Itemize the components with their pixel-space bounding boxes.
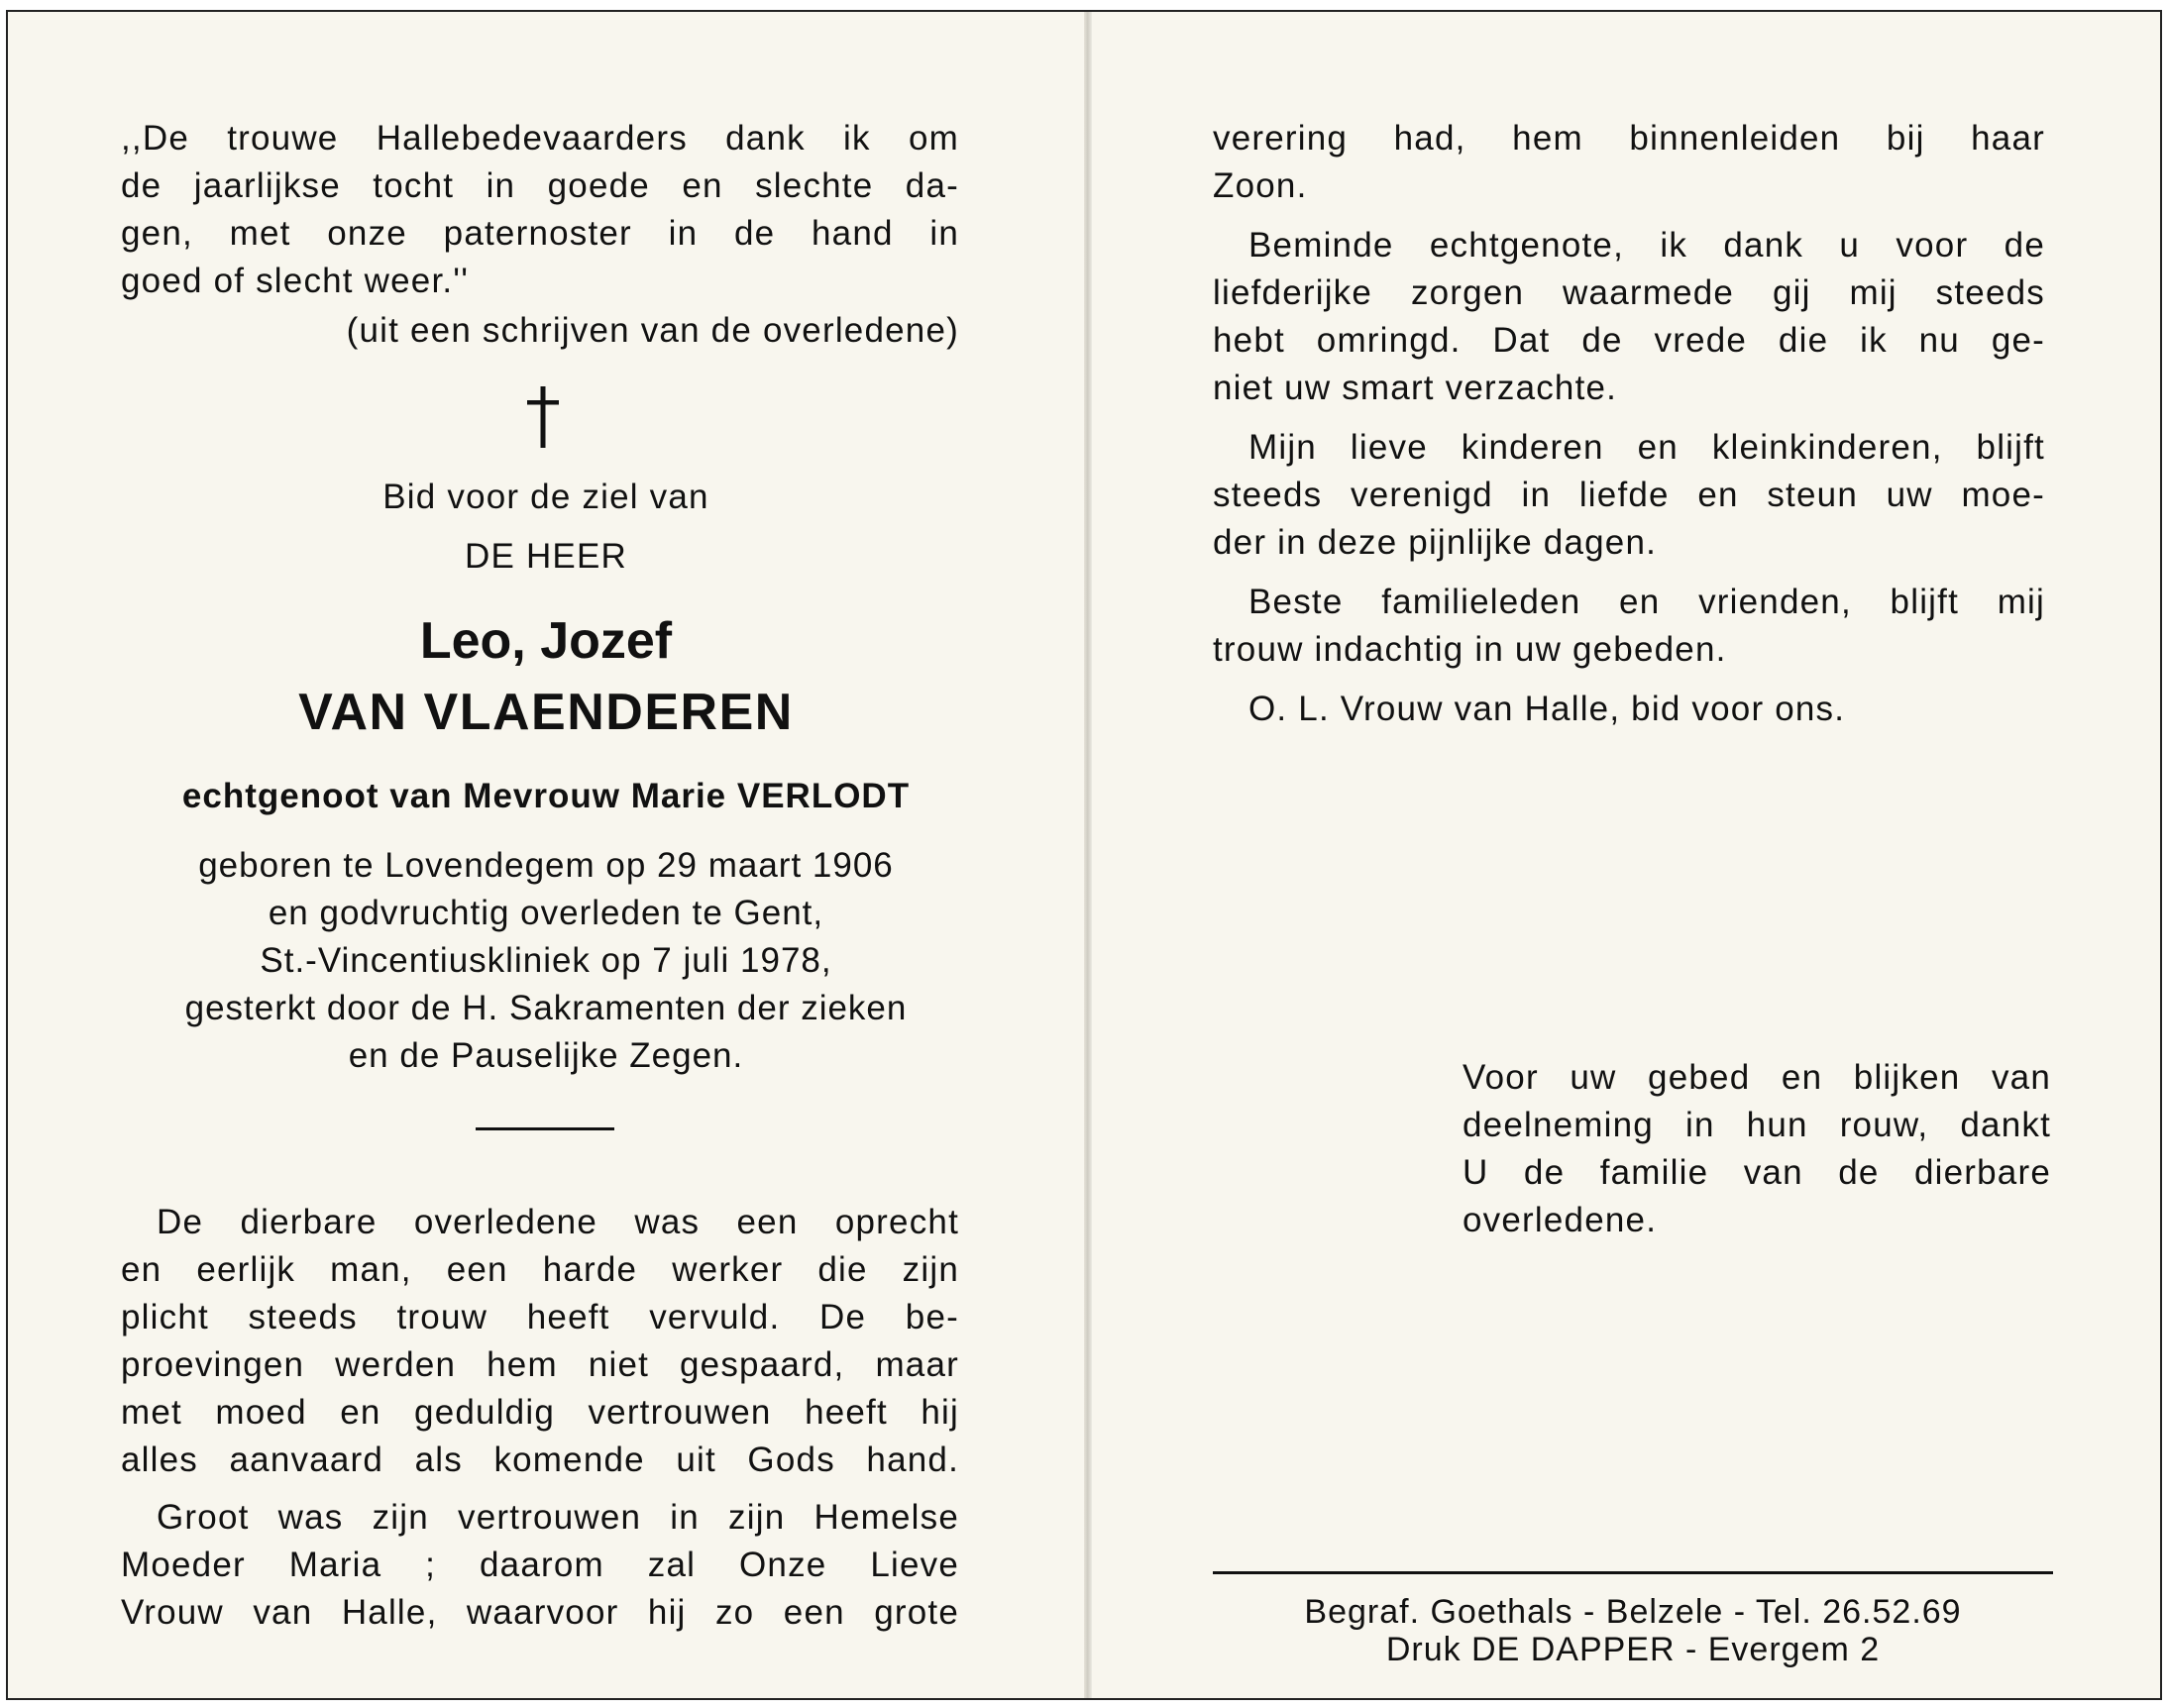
given-names: Leo, Jozef: [419, 612, 673, 670]
quote-line: gen, met onze paternoster in de hand in: [121, 214, 959, 253]
right-line: Mijn lieve kinderen en kleinkinderen, blijft: [1248, 428, 2045, 467]
bio-line: Vrouw van Halle, waarvoor hij zo een grote: [121, 1593, 959, 1632]
right-line: Zoon.: [1213, 166, 1308, 205]
life-details: [8, 842, 1084, 1080]
quote-source: (uit een schrijven van de overledene): [346, 311, 959, 350]
thanks-line: Voor uw gebed en blijken van: [1463, 1058, 2051, 1097]
bio-line: en eerlijk man, een harde werker die zijn: [121, 1250, 959, 1289]
right-line: verering had, hem binnenleiden bij haar: [1213, 119, 2045, 158]
life-line: St.-Vincentiuskliniek op 7 juli 1978,: [260, 941, 832, 980]
cross-icon: [503, 386, 583, 452]
divider: [476, 1127, 614, 1130]
right-paragraph: [1213, 222, 2045, 412]
right-line: Beminde echtgenote, ik dank u voor de: [1248, 226, 2045, 265]
printer-imprint: [1213, 1593, 2053, 1668]
bio-line: met moed en geduldig vertrouwen heeft hij: [121, 1393, 959, 1432]
right-line: hebt omringd. Dat de vrede die ik nu ge-: [1213, 321, 2045, 360]
life-line: geboren te Lovendegem op 29 maart 1906: [198, 846, 894, 885]
right-paragraph: [1213, 424, 2045, 567]
undertaker-line: Begraf. Goethals - Belzele - Tel. 26.52.69: [1304, 1593, 1962, 1631]
right-page: [1092, 12, 2162, 1698]
bio-line: De dierbare overledene was een oprecht: [157, 1203, 959, 1241]
bio-line: alles aanvaard als komende uit Gods hand.: [121, 1441, 959, 1479]
thanks-block: [1463, 1054, 2051, 1244]
right-line: niet uw smart verzachte.: [1213, 369, 1618, 407]
left-page: [8, 12, 1084, 1698]
bio-paragraph: [121, 1199, 959, 1484]
thanks-line: U de familie van de dierbare: [1463, 1153, 2051, 1192]
bio-paragraph: [121, 1494, 959, 1637]
bio-line: plicht steeds trouw heeft vervuld. De be-: [121, 1298, 959, 1336]
bio-line: Moeder Maria ; daarom zal Onze Lieve: [121, 1546, 959, 1584]
bio-line: proevingen werden hem niet gespaard, maar: [121, 1345, 959, 1384]
right-text: [1213, 115, 2045, 745]
right-line: der in deze pijnlijke dagen.: [1213, 523, 1658, 562]
right-line: liefderijke zorgen waarmede gij mij steeds: [1213, 273, 2045, 312]
thanks-line: deelneming in hun rouw, dankt: [1463, 1106, 2051, 1144]
pray-line: Bid voor de ziel van: [382, 478, 709, 516]
honorific: DE HEER: [465, 537, 627, 576]
right-line: Beste familieleden en vrienden, blijft mij: [1248, 583, 2045, 621]
surname: VAN VLAENDEREN: [298, 684, 794, 741]
right-paragraph: [1213, 579, 2045, 674]
right-line: steeds verenigd in liefde en steun uw moe-: [1213, 476, 2045, 514]
quote-line: de jaarlijkse tocht in goede en slechte da-: [121, 166, 959, 205]
printer-line: Druk DE DAPPER - Evergem 2: [1385, 1631, 1881, 1668]
quote-block: [121, 115, 959, 305]
spouse-line: echtgenoot van Mevrouw Marie VERLODT: [181, 777, 911, 815]
biography: [121, 1199, 959, 1637]
quote-line: goed of slecht weer.'': [121, 262, 470, 300]
life-line: gesterkt door de H. Sakramenten der zieken: [184, 989, 908, 1027]
quote-line: ,,De trouwe Hallebedevaarders dank ik om: [121, 119, 959, 158]
right-paragraph: [1213, 115, 2045, 210]
bio-line: Groot was zijn vertrouwen in zijn Hemelse: [157, 1498, 959, 1537]
memorial-card: [6, 10, 2162, 1700]
right-line: O. L. Vrouw van Halle, bid voor ons.: [1248, 690, 1846, 728]
footer-divider: [1213, 1571, 2053, 1574]
life-line: en de Pauselijke Zegen.: [348, 1036, 744, 1075]
right-line: trouw indachtig in uw gebeden.: [1213, 630, 1727, 669]
right-paragraph: [1213, 686, 2045, 733]
life-line: en godvruchtig overleden te Gent,: [268, 894, 824, 932]
fold-crease: [1084, 12, 1092, 1698]
thanks-line: overledene.: [1463, 1201, 1658, 1239]
